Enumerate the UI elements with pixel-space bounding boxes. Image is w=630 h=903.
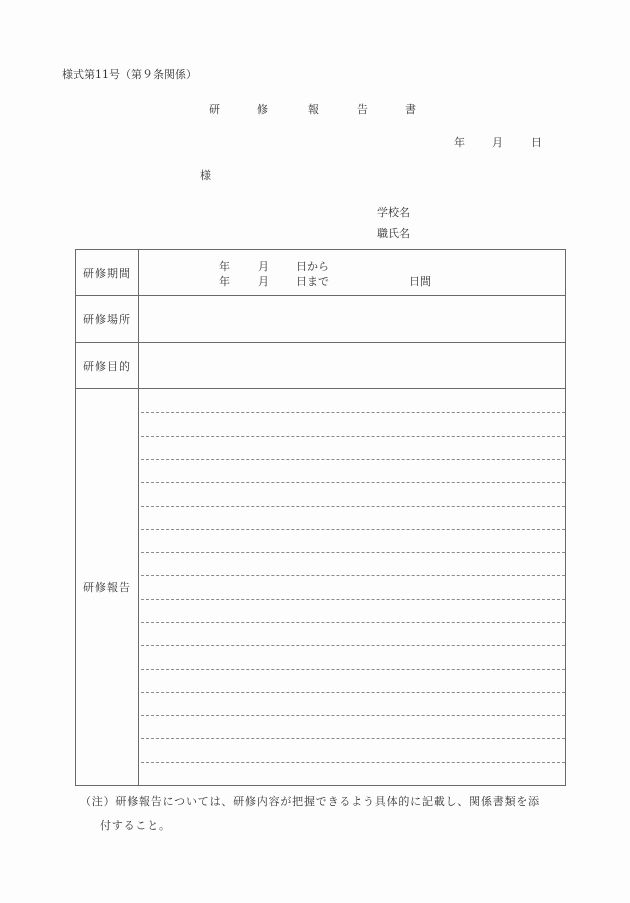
report-writing-line xyxy=(141,436,565,437)
from-month: 月 xyxy=(258,260,269,273)
addressee: 様 xyxy=(200,169,211,182)
report-writing-line xyxy=(141,529,565,530)
label-period: 研修期間 xyxy=(76,250,139,296)
staff-name-label: 職氏名 xyxy=(377,227,410,240)
report-lines xyxy=(139,389,565,785)
row-report xyxy=(76,389,566,786)
title-char: 書 xyxy=(405,103,416,116)
report-writing-line xyxy=(141,459,565,460)
label-place: 研修場所 xyxy=(76,296,139,343)
row-period xyxy=(76,250,566,296)
place-field[interactable] xyxy=(139,296,566,343)
title-char: 報 xyxy=(308,103,319,116)
to-day: 日まで xyxy=(296,275,329,288)
report-writing-line xyxy=(141,669,565,670)
row-purpose xyxy=(76,343,566,389)
days-count: 日間 xyxy=(409,275,431,288)
report-writing-line xyxy=(141,645,565,646)
date-month: 月 xyxy=(492,136,503,149)
report-writing-line xyxy=(141,599,565,600)
period-field[interactable] xyxy=(139,250,566,296)
from-day: 日から xyxy=(296,260,329,273)
date-day: 日 xyxy=(531,136,542,149)
note-line-2: 付すること。 xyxy=(100,819,171,832)
row-place xyxy=(76,296,566,343)
to-month: 月 xyxy=(258,275,269,288)
report-writing-line xyxy=(141,552,565,553)
report-writing-line xyxy=(141,622,565,623)
school-name-label: 学校名 xyxy=(377,206,410,219)
report-writing-line xyxy=(141,506,565,507)
title-char: 研 xyxy=(209,103,220,116)
report-writing-line xyxy=(141,575,565,576)
report-writing-line xyxy=(141,482,565,483)
form-number: 様式第11号（第９条関係） xyxy=(62,68,197,81)
from-year: 年 xyxy=(219,260,230,273)
note-line-1: （注）研修報告については、研修内容が把握できるよう具体的に記載し、関係書類を添 xyxy=(80,795,540,808)
purpose-field[interactable] xyxy=(139,343,566,389)
label-report: 研修報告 xyxy=(76,389,139,786)
report-form-table xyxy=(75,249,566,786)
to-year: 年 xyxy=(219,275,230,288)
report-field[interactable] xyxy=(139,389,566,786)
label-purpose: 研修目的 xyxy=(76,343,139,389)
report-writing-line xyxy=(141,412,565,413)
title-char: 修 xyxy=(257,103,268,116)
title-char: 告 xyxy=(357,103,368,116)
report-writing-line xyxy=(141,762,565,763)
date-year: 年 xyxy=(454,136,465,149)
report-writing-line xyxy=(141,738,565,739)
report-writing-line xyxy=(141,692,565,693)
report-writing-line xyxy=(141,715,565,716)
